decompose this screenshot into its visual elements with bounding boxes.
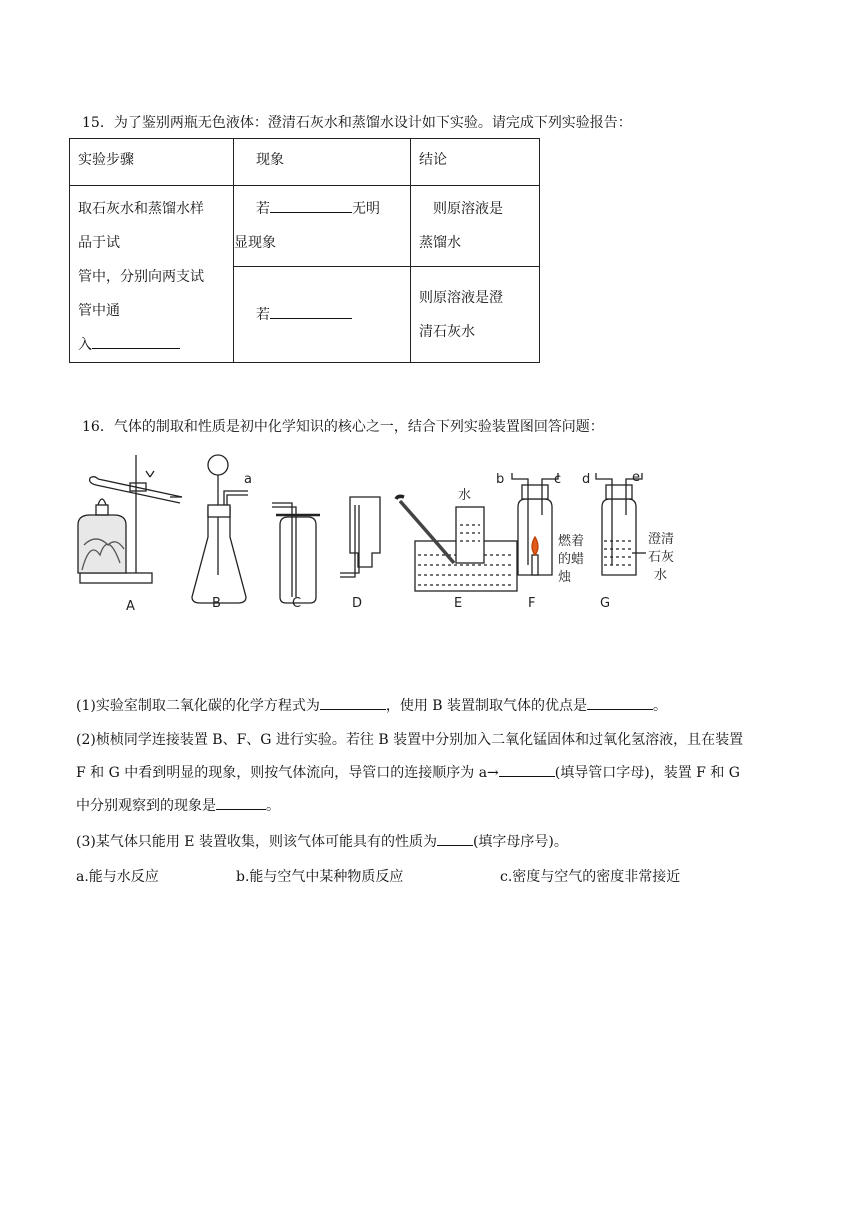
label-g: G [600,596,611,611]
option-a: a.能与水反应 [76,869,159,885]
answer-blank[interactable] [320,695,386,710]
water-label: 水 [458,488,472,503]
conclusion-line: 则原溶液是澄 [419,289,503,306]
apparatus-g-bottle [596,473,646,575]
table-header-row [70,139,540,186]
table-row [70,186,540,267]
limewater-label-1: 澄清 [648,532,675,547]
label-b: B [212,596,221,611]
candle-label-3: 烛 [558,570,572,585]
answer-blank[interactable] [587,695,653,710]
port-d: d [582,472,591,487]
conclusion-line: 清石灰水 [419,323,475,340]
apparatus-b-flask [192,455,248,603]
step-line: 取石灰水和蒸馏水样 [78,201,204,217]
steps-cell [70,186,234,363]
apparatus-d-jar [340,497,380,577]
q16-part1: (1)实验室制取二氧化碳的化学方程式为 ，使用 B 装置制取气体的优点是 。 [76,690,788,723]
conclusion-cell-2 [411,267,540,363]
option-b: b.能与空气中某种物质反应 [236,869,404,885]
phenomenon-cell-1: 若 无明 显现象 [234,186,411,267]
conclusion-line: 蒸馏水 [419,235,461,251]
phenomenon-cell-2: 若 [234,267,411,363]
candle-label-2: 的蜡 [558,552,585,567]
port-e: e [632,470,640,485]
answer-blank[interactable] [92,334,180,349]
label-f: F [528,596,536,611]
candle-label-1: 燃着 [558,534,585,549]
label-e: E [454,596,463,611]
label-c: C [292,596,302,611]
label-a: A [126,599,135,614]
header-conclusion: 结论 [411,139,540,186]
port-a: a [244,472,252,487]
apparatus-e-trough [396,496,517,591]
experiment-report-table [69,138,540,363]
part2-line: (2)桢桢同学连接装置 B、F、G 进行实验。若往 B 装置中分别加入二氧化锰固体和过氧化氢溶液，且在装置 [76,732,744,748]
conclusion-line: 则原溶液是 [433,201,503,217]
q16-intro: 16．气体的制取和性质是初中化学知识的核心之一，结合下列实验装置图回答问题： [82,419,604,435]
label-d: D [352,596,363,611]
conclusion-cell-1 [411,186,540,267]
step-line: 品于试 [78,235,120,251]
phenomenon-line: 显现象 [234,235,276,251]
step-line-blank: 入 [78,328,233,362]
q16-options [76,866,680,886]
apparatus-f-bottle [512,473,558,575]
apparatus-figure [70,445,710,620]
step-line: 管中通 [78,303,120,319]
q15-intro: 15．为了鉴别两瓶无色液体：澄清石灰水和蒸馏水设计如下实验。请完成下列实验报告： [82,115,632,131]
option-c: c.密度与空气的密度非常接近 [500,869,681,885]
apparatus-c-jar [272,503,320,603]
answer-blank[interactable] [499,762,555,777]
answer-blank[interactable] [270,198,352,213]
answer-blank[interactable] [437,831,473,846]
q16-part3: (3)某气体只能用 E 装置收集，则该气体可能具有的性质为 (填字母序号)。 [76,826,788,859]
port-c: c [554,472,562,487]
q16-part2 [76,724,788,823]
part2-line: 中分别观察到的现象是 。 [76,790,788,823]
answer-blank[interactable] [216,795,266,810]
header-phenomenon: 现象 [234,139,411,186]
port-b: b [496,472,505,487]
limewater-label-3: 水 [654,568,668,583]
part2-line: F 和 G 中看到明显的现象，则按气体流向，导管口的连接顺序为 a→ (填导管口字母)，装置 F 和 G [76,757,788,790]
header-steps: 实验步骤 [70,139,234,186]
answer-blank[interactable] [270,304,352,319]
apparatus-a-stand [78,455,182,583]
limewater-label-2: 石灰 [648,550,675,565]
step-line: 管中，分别向两支试 [78,269,204,285]
